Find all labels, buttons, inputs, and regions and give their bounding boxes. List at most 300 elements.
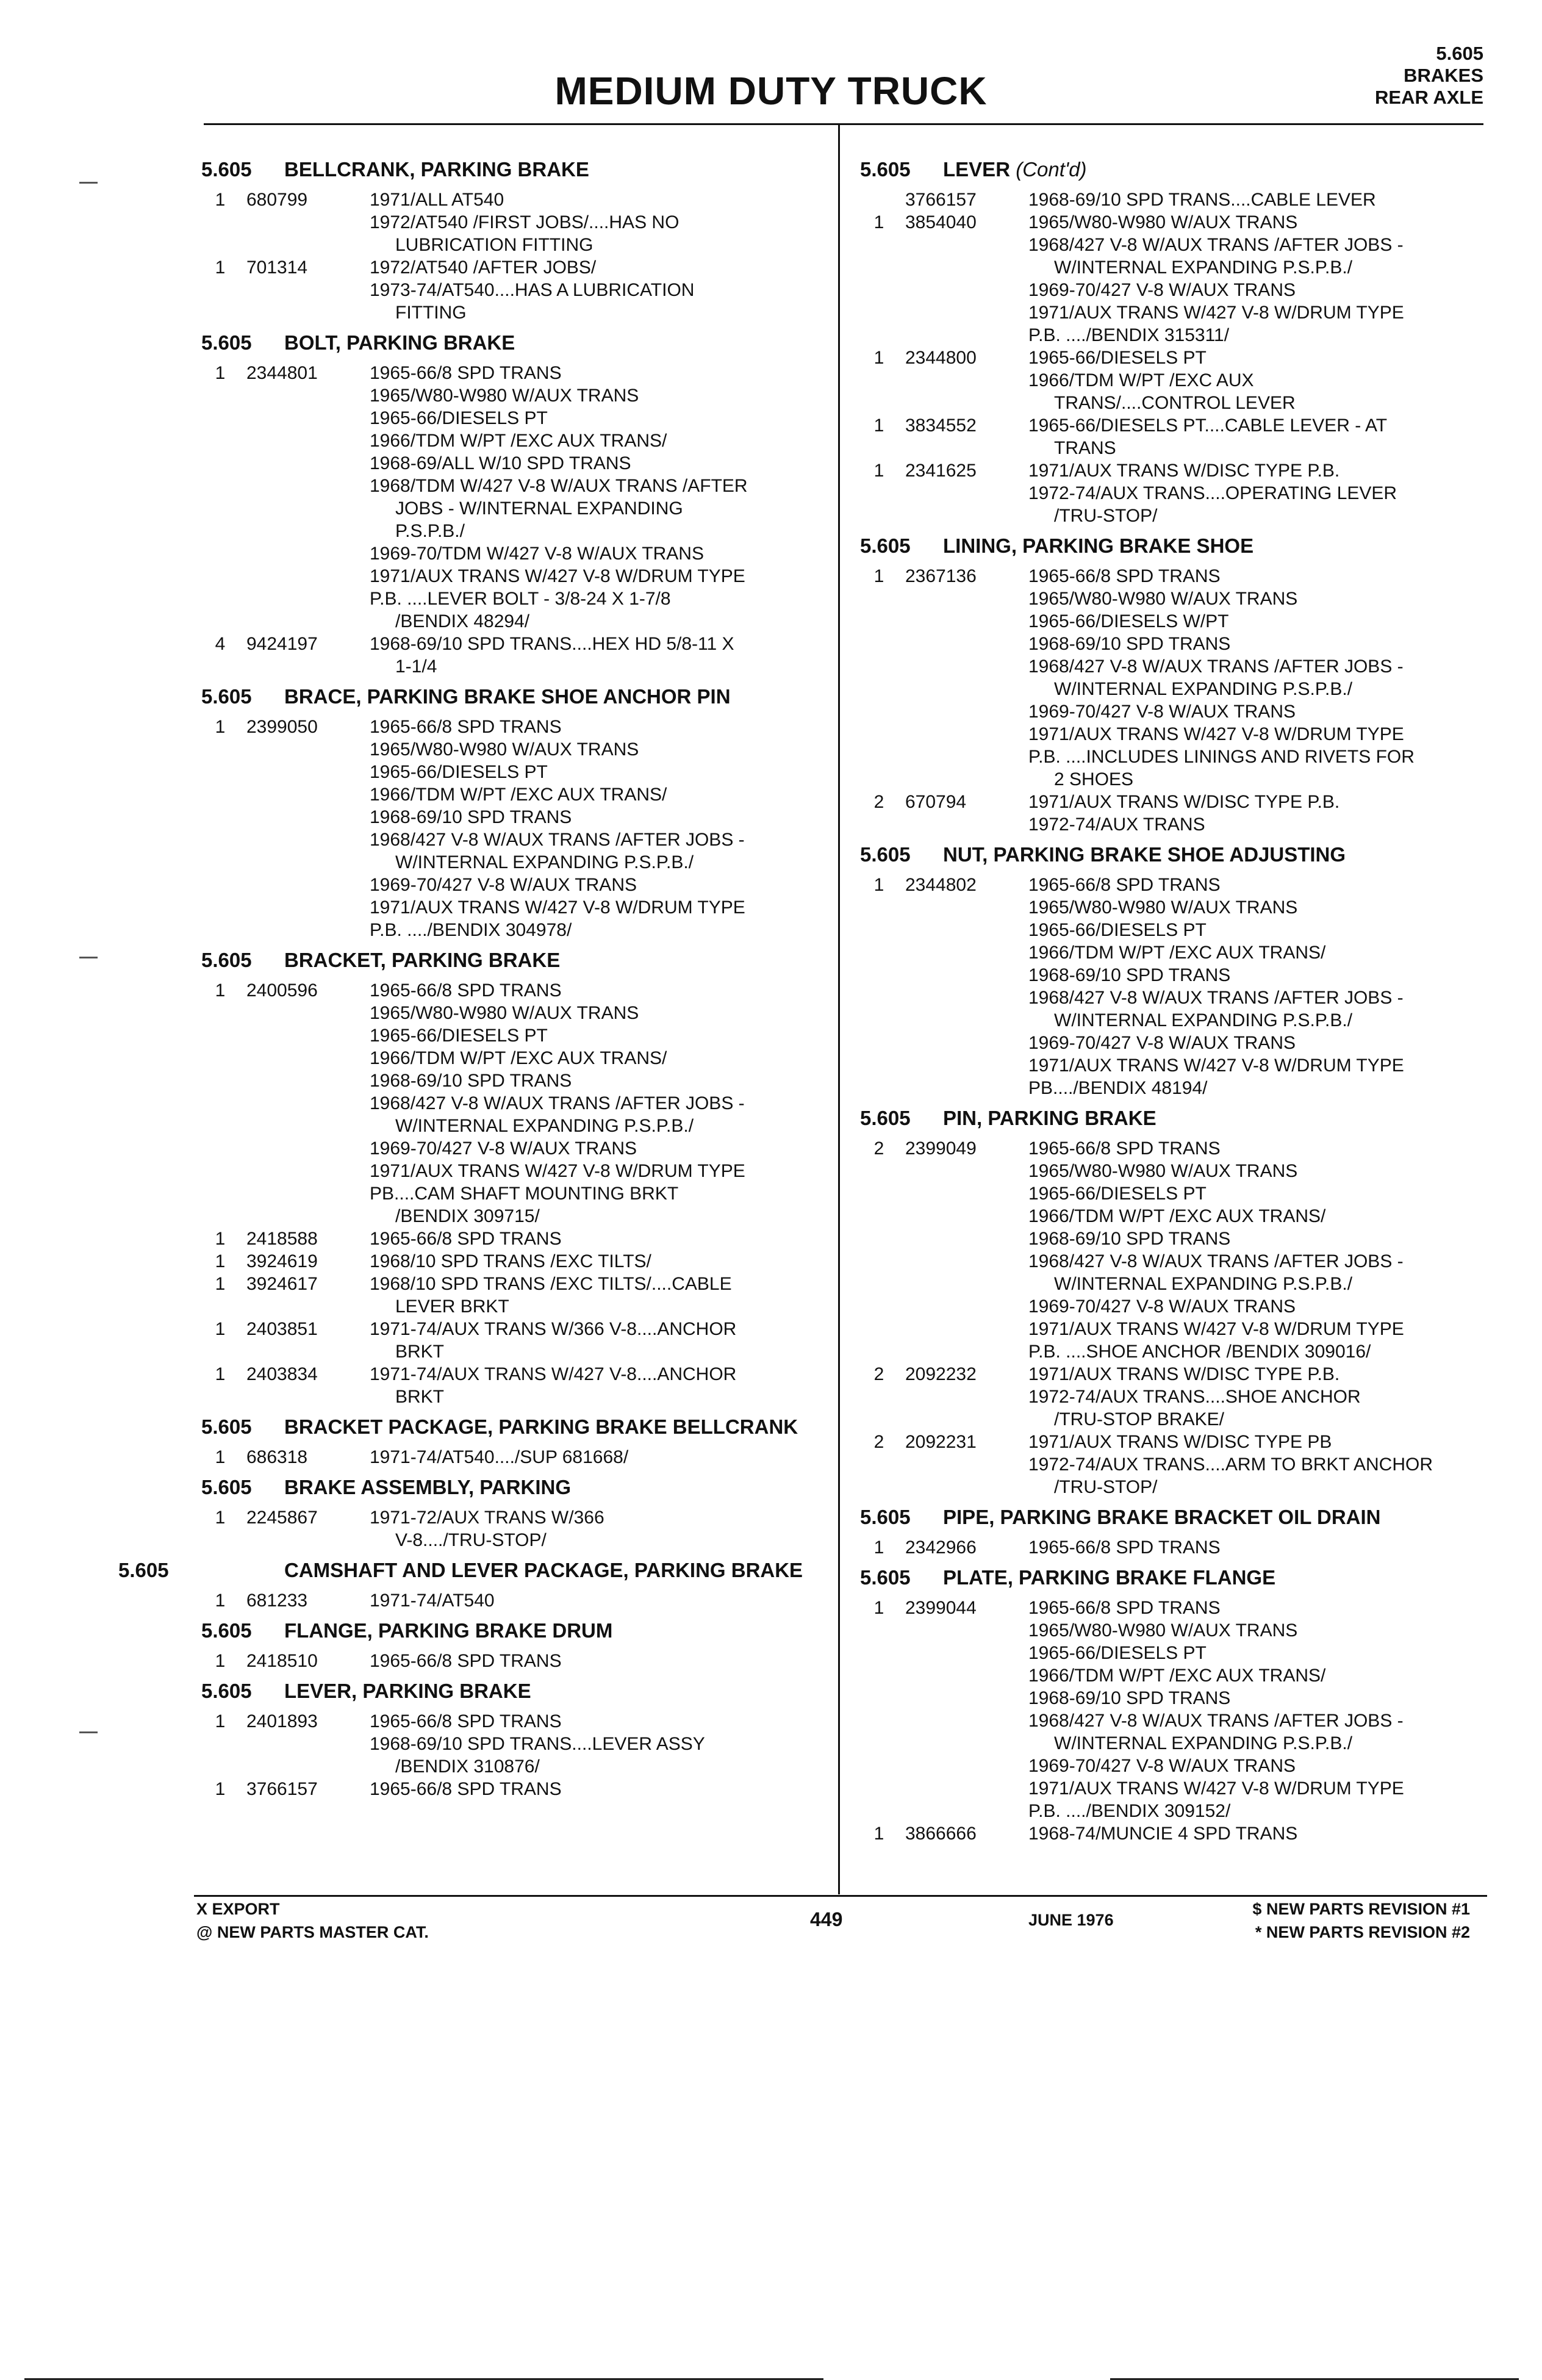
- part-quantity: 1: [215, 1274, 226, 1294]
- application-line: P.B. ..../BENDIX 315311/: [1028, 325, 1230, 345]
- application-line: /BENDIX 48294/: [395, 611, 530, 631]
- application-line: 1968-69/10 SPD TRANS....CABLE LEVER: [1028, 190, 1376, 210]
- application-line: 1971/AUX TRANS W/427 V-8 W/DRUM TYPE: [1028, 1778, 1404, 1799]
- application-line: 1968/427 V-8 W/AUX TRANS /AFTER JOBS -: [1028, 656, 1404, 677]
- application-line: 1968/427 V-8 W/AUX TRANS /AFTER JOBS -: [1028, 1711, 1404, 1731]
- parts-group: [860, 842, 1476, 1099]
- part-number: 3924619: [246, 1251, 318, 1271]
- part-number: 9424197: [246, 634, 318, 654]
- application-line: 1969-70/427 V-8 W/AUX TRANS: [1028, 1296, 1296, 1317]
- part-application: [1028, 791, 1476, 836]
- application-line: PB....CAM SHAFT MOUNTING BRKT: [370, 1184, 679, 1204]
- part-number: 2418510: [246, 1651, 318, 1671]
- footer-legend-right: [1252, 1897, 1470, 1944]
- application-line: BRKT: [395, 1342, 445, 1362]
- part-application: [1028, 414, 1476, 459]
- group-title: LINING, PARKING BRAKE SHOE: [943, 534, 1254, 557]
- application-line: 1971/AUX TRANS W/427 V-8 W/DRUM TYPE: [1028, 303, 1404, 323]
- application-line: FITTING: [395, 303, 467, 323]
- part-application: [1028, 211, 1476, 347]
- part-row: [201, 1506, 823, 1551]
- parts-group: [201, 330, 823, 678]
- application-line: 1968-69/10 SPD TRANS....LEVER ASSY: [370, 1734, 705, 1754]
- part-application: [370, 633, 823, 678]
- application-line: 1968/427 V-8 W/AUX TRANS /AFTER JOBS -: [1028, 988, 1404, 1008]
- page-number: 449: [810, 1908, 843, 1930]
- application-line: 1968-69/10 SPD TRANS....HEX HD 5/8-11 X: [370, 634, 734, 654]
- parts-group: [201, 684, 823, 941]
- part-application: [370, 1318, 823, 1363]
- application-line: 1973-74/AT540....HAS A LUBRICATION: [370, 280, 695, 300]
- part-quantity: 1: [873, 875, 884, 895]
- application-line: 1971-74/AT540: [370, 1591, 495, 1611]
- part-application: [370, 1363, 823, 1408]
- application-line: 1965/W80-W980 W/AUX TRANS: [1028, 589, 1298, 609]
- section-code: 5.605: [201, 1619, 252, 1642]
- part-row: [201, 1778, 823, 1800]
- part-quantity: 1: [215, 1251, 226, 1271]
- part-row: [201, 1250, 823, 1273]
- footer-legend-left: [196, 1897, 429, 1944]
- section-code: 5.605: [860, 158, 911, 181]
- application-line: 1965-66/DIESELS PT: [1028, 1184, 1207, 1204]
- application-line: W/INTERNAL EXPANDING P.S.P.B./: [395, 1116, 694, 1136]
- revision-2-legend: * NEW PARTS REVISION #2: [1255, 1923, 1470, 1941]
- application-line: 1971-72/AUX TRANS W/366: [370, 1508, 604, 1528]
- application-line: 1965-66/8 SPD TRANS: [370, 1779, 562, 1799]
- section-code: 5.605: [201, 1476, 252, 1498]
- part-application: [1028, 189, 1476, 211]
- application-line: 1965-66/DIESELS PT: [370, 1026, 548, 1046]
- part-number: 3924617: [246, 1274, 318, 1294]
- application-line: TRANS: [1054, 438, 1116, 458]
- section-code: 5.605: [201, 1415, 252, 1438]
- part-number: 2344802: [905, 875, 977, 895]
- parts-group: [860, 1106, 1476, 1498]
- application-line: 1972/AT540 /AFTER JOBS/: [370, 257, 597, 278]
- application-line: W/INTERNAL EXPANDING P.S.P.B./: [1054, 679, 1353, 699]
- parts-group: [860, 533, 1476, 836]
- application-line: 1972-74/AUX TRANS....ARM TO BRKT ANCHOR: [1028, 1454, 1433, 1475]
- application-line: 1971-74/AUX TRANS W/427 V-8....ANCHOR: [370, 1364, 737, 1384]
- section-code: 5.605: [201, 1680, 252, 1702]
- part-application: [370, 1506, 823, 1551]
- part-quantity: 2: [873, 1432, 884, 1452]
- part-application: [370, 256, 823, 324]
- column-divider: [838, 125, 840, 1894]
- application-line: 1968/TDM W/427 V-8 W/AUX TRANS /AFTER: [370, 476, 748, 496]
- part-number: 686318: [246, 1447, 308, 1467]
- application-line: /TRU-STOP BRAKE/: [1054, 1409, 1224, 1429]
- right-column: [860, 157, 1476, 1851]
- part-application: [370, 716, 823, 941]
- part-application: [370, 1778, 823, 1800]
- section-subname: REAR AXLE: [1375, 87, 1483, 108]
- application-line: 1965-66/DIESELS PT: [1028, 920, 1207, 940]
- part-row: [201, 1228, 823, 1250]
- part-quantity: 1: [215, 257, 226, 278]
- part-application: [1028, 347, 1476, 414]
- continued-label: (Cont'd): [1016, 158, 1087, 181]
- part-quantity: 1: [873, 1598, 884, 1618]
- part-number: 2403851: [246, 1319, 318, 1339]
- application-line: 1966/TDM W/PT /EXC AUX TRANS/: [1028, 1666, 1326, 1686]
- application-line: W/INTERNAL EXPANDING P.S.P.B./: [395, 852, 694, 872]
- application-line: 1965-66/DIESELS PT: [1028, 348, 1207, 368]
- parts-group: [860, 1565, 1476, 1845]
- group-title: LEVER: [943, 158, 1011, 181]
- part-quantity: 1: [215, 1447, 226, 1467]
- application-line: 1968/10 SPD TRANS /EXC TILTS/: [370, 1251, 651, 1271]
- application-line: 1968/427 V-8 W/AUX TRANS /AFTER JOBS -: [1028, 1251, 1404, 1271]
- group-heading: [201, 1475, 823, 1500]
- part-quantity: 1: [215, 1711, 226, 1731]
- part-row: [860, 189, 1476, 211]
- part-quantity: 1: [873, 415, 884, 436]
- header-rule: [204, 123, 1483, 125]
- application-line: 1965-66/DIESELS W/PT: [1028, 611, 1229, 631]
- application-line: 1968-69/10 SPD TRANS: [370, 1071, 572, 1091]
- part-application: [1028, 1137, 1476, 1363]
- part-number: 701314: [246, 257, 308, 278]
- part-application: [1028, 565, 1476, 791]
- part-quantity: 1: [873, 212, 884, 232]
- group-heading: [201, 1678, 823, 1704]
- part-number: 2092231: [905, 1432, 977, 1452]
- part-quantity: 1: [215, 1591, 226, 1611]
- part-quantity: 1: [215, 363, 226, 383]
- part-number: 2399049: [905, 1138, 977, 1159]
- group-heading: [860, 157, 1476, 182]
- part-application: [370, 1589, 823, 1612]
- part-application: [370, 1273, 823, 1318]
- application-line: 1965/W80-W980 W/AUX TRANS: [1028, 1620, 1298, 1641]
- section-code: 5.605: [201, 331, 252, 354]
- application-line: 1971/AUX TRANS W/DISC TYPE P.B.: [1028, 1364, 1340, 1384]
- part-number: 2344800: [905, 348, 977, 368]
- application-line: 1965/W80-W980 W/AUX TRANS: [370, 739, 639, 760]
- margin-punch-mark: [79, 1731, 98, 1733]
- part-row: [860, 414, 1476, 459]
- group-title: FLANGE, PARKING BRAKE DRUM: [284, 1619, 613, 1642]
- part-row: [201, 979, 823, 1228]
- application-line: TRANS/....CONTROL LEVER: [1054, 393, 1296, 413]
- group-heading: [860, 1505, 1476, 1530]
- application-line: P.B. ....INCLUDES LININGS AND RIVETS FOR: [1028, 747, 1415, 767]
- part-application: [1028, 874, 1476, 1099]
- application-line: 1969-70/427 V-8 W/AUX TRANS: [1028, 702, 1296, 722]
- part-quantity: 1: [215, 1319, 226, 1339]
- application-line: P.B. ..../BENDIX 309152/: [1028, 1801, 1231, 1821]
- application-line: V-8..../TRU-STOP/: [395, 1530, 547, 1550]
- part-number: 3854040: [905, 212, 977, 232]
- parts-group: [201, 157, 823, 324]
- group-title: BRACKET, PARKING BRAKE: [284, 949, 561, 971]
- parts-group: [201, 1414, 823, 1469]
- parts-group: [201, 1618, 823, 1672]
- part-row: [860, 459, 1476, 527]
- part-number: 3766157: [246, 1779, 318, 1799]
- application-line: /BENDIX 309715/: [395, 1206, 540, 1226]
- application-line: 1968-69/10 SPD TRANS: [370, 807, 572, 827]
- section-code: 5.605: [201, 949, 252, 971]
- section-number: 5.605: [1436, 43, 1483, 64]
- export-legend: X EXPORT: [196, 1900, 280, 1918]
- part-application: [370, 1650, 823, 1672]
- application-line: 2 SHOES: [1054, 769, 1134, 789]
- master-cat-legend: @ NEW PARTS MASTER CAT.: [196, 1923, 429, 1941]
- part-number: 2403834: [246, 1364, 318, 1384]
- part-quantity: 1: [215, 1651, 226, 1671]
- application-line: 1971/AUX TRANS W/DISC TYPE P.B.: [1028, 461, 1340, 481]
- group-heading: [201, 330, 823, 356]
- parts-group: [201, 1678, 823, 1800]
- group-title: BRAKE ASSEMBLY, PARKING: [284, 1476, 572, 1498]
- group-heading: [201, 1618, 823, 1644]
- group-heading: [860, 533, 1476, 559]
- group-heading: [201, 684, 823, 710]
- part-row: [860, 874, 1476, 1099]
- part-quantity: 1: [215, 1508, 226, 1528]
- part-quantity: 4: [215, 634, 226, 654]
- part-application: [370, 1228, 823, 1250]
- part-row: [860, 1431, 1476, 1498]
- part-row: [201, 256, 823, 324]
- application-line: 1965-66/8 SPD TRANS: [1028, 1598, 1221, 1618]
- application-line: 1965-66/DIESELS PT: [370, 762, 548, 782]
- application-line: 1965-66/8 SPD TRANS: [1028, 875, 1221, 895]
- group-title: BRACKET PACKAGE, PARKING BRAKE BELLCRANK: [284, 1415, 798, 1438]
- application-line: 1969-70/427 V-8 W/AUX TRANS: [370, 875, 637, 895]
- parts-group: [860, 1505, 1476, 1559]
- application-line: 1966/TDM W/PT /EXC AUX TRANS/: [1028, 943, 1326, 963]
- part-number: 2344801: [246, 363, 318, 383]
- section-code: 5.605: [118, 1559, 169, 1581]
- application-line: 1966/TDM W/PT /EXC AUX TRANS/: [1028, 1206, 1326, 1226]
- application-line: P.S.P.B./: [395, 521, 465, 541]
- part-quantity: 2: [873, 792, 884, 812]
- part-quantity: 1: [873, 566, 884, 586]
- application-line: 1966/TDM W/PT /EXC AUX: [1028, 370, 1254, 390]
- part-application: [370, 189, 823, 256]
- application-line: 1969-70/427 V-8 W/AUX TRANS: [1028, 280, 1296, 300]
- application-line: BRKT: [395, 1387, 445, 1407]
- application-line: 1969-70/427 V-8 W/AUX TRANS: [1028, 1756, 1296, 1776]
- application-line: W/INTERNAL EXPANDING P.S.P.B./: [1054, 1010, 1353, 1030]
- group-heading: [860, 842, 1476, 868]
- part-row: [860, 347, 1476, 414]
- application-line: P.B. ....SHOE ANCHOR /BENDIX 309016/: [1028, 1342, 1371, 1362]
- application-line: 1965-66/8 SPD TRANS: [1028, 1537, 1221, 1558]
- part-quantity: 1: [215, 1229, 226, 1249]
- part-row: [201, 633, 823, 678]
- part-row: [860, 1363, 1476, 1431]
- application-line: 1971/AUX TRANS W/427 V-8 W/DRUM TYPE: [1028, 1319, 1404, 1339]
- application-line: JOBS - W/INTERNAL EXPANDING: [395, 498, 683, 519]
- application-line: 1966/TDM W/PT /EXC AUX TRANS/: [370, 785, 667, 805]
- application-line: 1972/AT540 /FIRST JOBS/....HAS NO: [370, 212, 680, 232]
- application-line: 1965-66/8 SPD TRANS: [370, 1229, 562, 1249]
- part-quantity: 1: [215, 1779, 226, 1799]
- application-line: 1965-66/8 SPD TRANS: [370, 1651, 562, 1671]
- part-row: [860, 1536, 1476, 1559]
- section-name: BRAKES: [1404, 65, 1483, 86]
- part-row: [201, 1710, 823, 1778]
- application-line: P.B. ....LEVER BOLT - 3/8-24 X 1-7/8: [370, 589, 671, 609]
- part-number: 2418588: [246, 1229, 318, 1249]
- part-row: [860, 1822, 1476, 1845]
- part-number: 2400596: [246, 980, 318, 1001]
- left-column: [118, 157, 823, 1807]
- group-title: PIN, PARKING BRAKE: [943, 1107, 1156, 1129]
- application-line: 1971/AUX TRANS W/DISC TYPE PB: [1028, 1432, 1332, 1452]
- part-number: 2341625: [905, 461, 977, 481]
- part-row: [201, 1650, 823, 1672]
- application-line: 1966/TDM W/PT /EXC AUX TRANS/: [370, 1048, 667, 1068]
- application-line: P.B. ..../BENDIX 304978/: [370, 920, 572, 940]
- part-application: [370, 1250, 823, 1273]
- group-title: BOLT, PARKING BRAKE: [284, 331, 515, 354]
- part-number: 3866666: [905, 1824, 977, 1844]
- application-line: 1968/10 SPD TRANS /EXC TILTS/....CABLE: [370, 1274, 732, 1294]
- section-code-block: [1375, 43, 1483, 109]
- group-title: BELLCRANK, PARKING BRAKE: [284, 158, 589, 181]
- margin-punch-mark: [79, 957, 98, 958]
- group-heading: [118, 1558, 823, 1583]
- revision-1-legend: $ NEW PARTS REVISION #1: [1252, 1900, 1470, 1918]
- application-line: 1968/427 V-8 W/AUX TRANS /AFTER JOBS -: [1028, 235, 1404, 255]
- part-number: 3834552: [905, 415, 977, 436]
- parts-group: [118, 1558, 823, 1612]
- application-line: 1968-69/10 SPD TRANS: [1028, 1229, 1231, 1249]
- section-code: 5.605: [860, 1566, 911, 1589]
- application-line: PB..../BENDIX 48194/: [1028, 1078, 1208, 1098]
- part-quantity: 2: [873, 1364, 884, 1384]
- application-line: 1971/AUX TRANS W/427 V-8 W/DRUM TYPE: [1028, 1055, 1404, 1076]
- part-row: [201, 1318, 823, 1363]
- part-application: [370, 979, 823, 1228]
- application-line: W/INTERNAL EXPANDING P.S.P.B./: [1054, 1274, 1353, 1294]
- application-line: 1-1/4: [395, 656, 437, 677]
- application-line: 1965/W80-W980 W/AUX TRANS: [370, 386, 639, 406]
- application-line: 1965-66/DIESELS PT: [370, 408, 548, 428]
- application-line: 1965-66/DIESELS PT: [1028, 1643, 1207, 1663]
- part-row: [201, 189, 823, 256]
- group-heading: [860, 1106, 1476, 1131]
- group-title: BRACE, PARKING BRAKE SHOE ANCHOR PIN: [284, 685, 731, 708]
- section-code: 5.605: [860, 1506, 911, 1528]
- part-number: 2401893: [246, 1711, 318, 1731]
- application-line: 1965-66/8 SPD TRANS: [1028, 1138, 1221, 1159]
- application-line: /TRU-STOP/: [1054, 1477, 1158, 1497]
- part-application: [1028, 1363, 1476, 1431]
- parts-group: [860, 157, 1476, 527]
- group-heading: [201, 947, 823, 973]
- parts-group: [201, 947, 823, 1408]
- application-line: 1965-66/8 SPD TRANS: [370, 717, 562, 737]
- application-line: 1966/TDM W/PT /EXC AUX TRANS/: [370, 431, 667, 451]
- group-heading: [860, 1565, 1476, 1591]
- application-line: 1968/427 V-8 W/AUX TRANS /AFTER JOBS -: [370, 1093, 745, 1113]
- application-line: 1971/AUX TRANS W/DISC TYPE P.B.: [1028, 792, 1340, 812]
- issue-date: JUNE 1976: [1028, 1911, 1114, 1929]
- group-title: PLATE, PARKING BRAKE FLANGE: [943, 1566, 1276, 1589]
- part-application: [1028, 459, 1476, 527]
- part-application: [1028, 1822, 1476, 1845]
- margin-punch-mark: [79, 182, 98, 184]
- part-row: [860, 211, 1476, 347]
- part-quantity: 1: [873, 461, 884, 481]
- part-application: [1028, 1431, 1476, 1498]
- application-line: 1971/ALL AT540: [370, 190, 504, 210]
- application-line: LEVER BRKT: [395, 1296, 509, 1317]
- application-line: 1965-66/8 SPD TRANS: [370, 980, 562, 1001]
- part-row: [201, 362, 823, 633]
- part-number: 2399044: [905, 1598, 977, 1618]
- application-line: 1965/W80-W980 W/AUX TRANS: [1028, 897, 1298, 918]
- part-row: [860, 565, 1476, 791]
- part-row: [201, 1589, 823, 1612]
- part-number: 2367136: [905, 566, 977, 586]
- application-line: 1969-70/427 V-8 W/AUX TRANS: [370, 1138, 637, 1159]
- group-title: CAMSHAFT AND LEVER PACKAGE, PARKING BRAKE: [284, 1559, 803, 1581]
- application-line: 1971/AUX TRANS W/427 V-8 W/DRUM TYPE: [1028, 724, 1404, 744]
- page-title: MEDIUM DUTY TRUCK: [554, 69, 988, 113]
- part-number: 3766157: [905, 190, 977, 210]
- application-line: 1965-66/8 SPD TRANS: [370, 363, 562, 383]
- application-line: 1972-74/AUX TRANS....OPERATING LEVER: [1028, 483, 1397, 503]
- part-row: [860, 791, 1476, 836]
- group-title: NUT, PARKING BRAKE SHOE ADJUSTING: [943, 843, 1346, 866]
- application-line: 1971/AUX TRANS W/427 V-8 W/DRUM TYPE: [370, 1161, 745, 1181]
- group-heading: [201, 1414, 823, 1440]
- part-row: [201, 1273, 823, 1318]
- application-line: 1965-66/8 SPD TRANS: [1028, 566, 1221, 586]
- part-row: [860, 1597, 1476, 1822]
- application-line: 1972-74/AUX TRANS....SHOE ANCHOR: [1028, 1387, 1361, 1407]
- application-line: 1968/427 V-8 W/AUX TRANS /AFTER JOBS -: [370, 830, 745, 850]
- part-quantity: 1: [215, 717, 226, 737]
- footer-rule: [194, 1895, 1487, 1897]
- part-quantity: 2: [873, 1138, 884, 1159]
- application-line: W/INTERNAL EXPANDING P.S.P.B./: [1054, 257, 1353, 278]
- application-line: /TRU-STOP/: [1054, 506, 1158, 526]
- part-quantity: 1: [873, 1537, 884, 1558]
- part-row: [860, 1137, 1476, 1363]
- application-line: W/INTERNAL EXPANDING P.S.P.B./: [1054, 1733, 1353, 1753]
- application-line: 1965/W80-W980 W/AUX TRANS: [1028, 212, 1298, 232]
- parts-group: [201, 1475, 823, 1551]
- part-application: [1028, 1597, 1476, 1822]
- application-line: /BENDIX 310876/: [395, 1756, 540, 1777]
- section-code: 5.605: [860, 1107, 911, 1129]
- application-line: 1971-74/AUX TRANS W/366 V-8....ANCHOR: [370, 1319, 737, 1339]
- part-number: 2092232: [905, 1364, 977, 1384]
- application-line: 1965/W80-W980 W/AUX TRANS: [370, 1003, 639, 1023]
- application-line: 1968-69/10 SPD TRANS: [1028, 1688, 1231, 1708]
- part-application: [370, 1446, 823, 1469]
- part-number: 670794: [905, 792, 967, 812]
- application-line: 1965-66/8 SPD TRANS: [370, 1711, 562, 1731]
- application-line: LUBRICATION FITTING: [395, 235, 593, 255]
- part-quantity: 1: [215, 190, 226, 210]
- part-quantity: 1: [215, 1364, 226, 1384]
- application-line: 1965/W80-W980 W/AUX TRANS: [1028, 1161, 1298, 1181]
- application-line: 1968-69/10 SPD TRANS: [1028, 634, 1231, 654]
- part-quantity: 1: [873, 1824, 884, 1844]
- group-title: LEVER, PARKING BRAKE: [284, 1680, 531, 1702]
- part-row: [201, 1363, 823, 1408]
